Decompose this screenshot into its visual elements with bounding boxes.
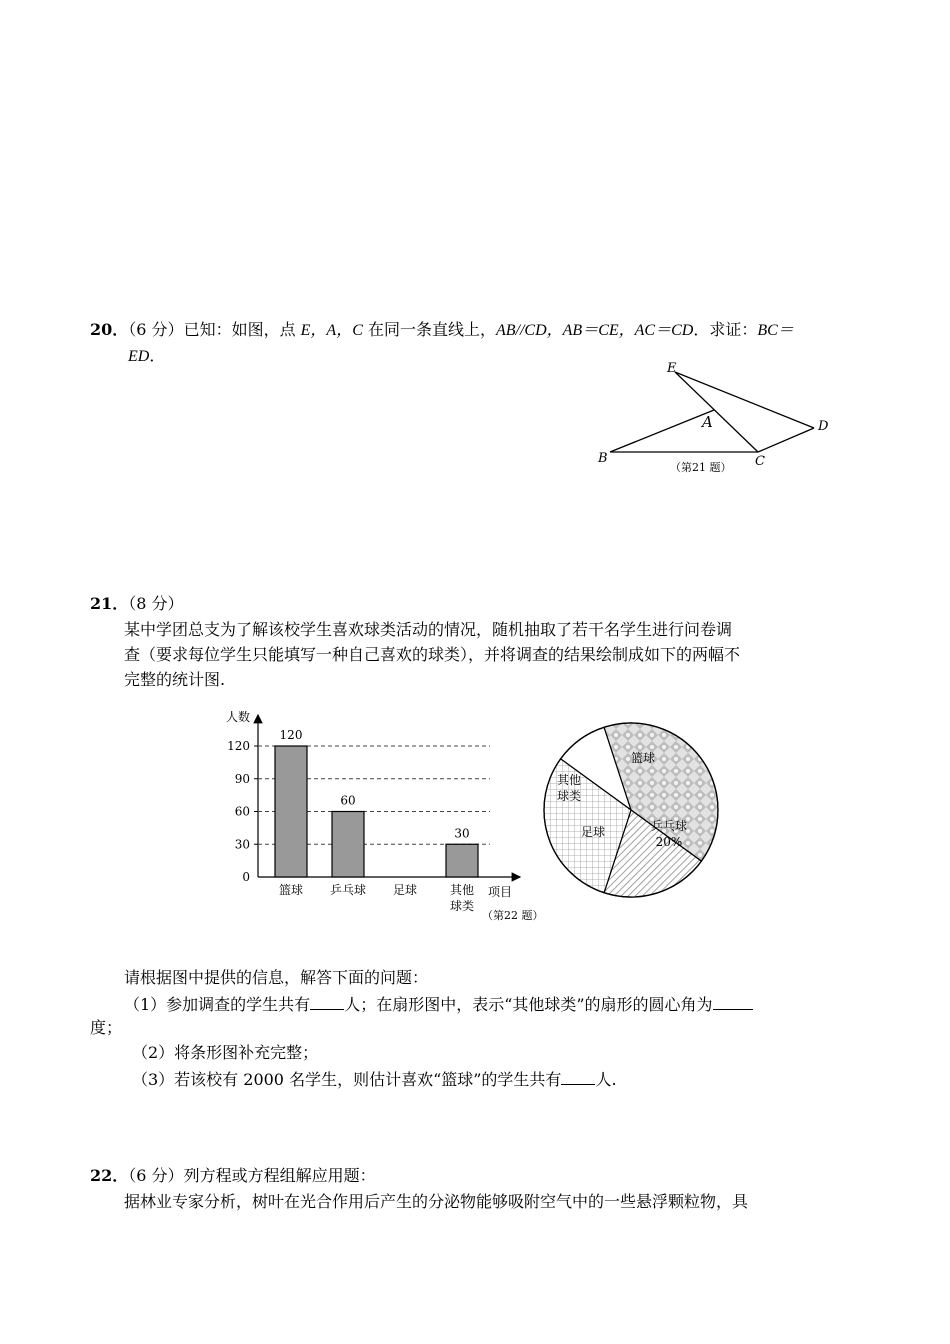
- bar-value-label: 30: [454, 826, 470, 841]
- segment-cD: [758, 428, 814, 452]
- q21-sub1-text: 人；在扇形图中，表示“其他球类”的扇形的圆心角为: [344, 995, 713, 1014]
- pie-chart: [538, 717, 728, 902]
- x-axis-label: 项目: [488, 885, 513, 899]
- q20-text: 已知：如图，点: [183, 320, 301, 339]
- q21-sub3: [132, 1068, 617, 1090]
- q22-para1: 据林业专家分析，树叶在光合作用后产生的分泌物能够吸附空气中的一些悬浮颗粒物，具: [124, 1192, 749, 1211]
- x-tick-label: 其他: [449, 883, 475, 897]
- y-tick-label: 90: [234, 771, 250, 786]
- q21-intro: 请根据图中提供的信息，解答下面的问题：: [124, 968, 429, 987]
- q22-header: [90, 1166, 376, 1186]
- label-c: C: [755, 454, 765, 469]
- bar-value-label: 120: [279, 728, 303, 742]
- q20-number: 20．: [90, 320, 129, 339]
- q22-score: （6 分）: [128, 1166, 184, 1185]
- label-e: E: [667, 361, 677, 376]
- bar: [446, 844, 478, 877]
- q21-sub3-text: 人.: [595, 1070, 617, 1089]
- q20-line1: [90, 320, 794, 341]
- segment-bA: [610, 410, 714, 452]
- q21-score: （8 分）: [128, 594, 184, 613]
- bar-value-label: 60: [340, 793, 356, 808]
- pie-label: 篮球: [630, 751, 656, 765]
- segment-eC: [675, 372, 758, 452]
- q21-number: 21．: [90, 594, 129, 613]
- segment-eD: [675, 372, 814, 428]
- q22-number: 22．: [90, 1166, 129, 1185]
- q21-sub1-text: （1）参加调查的学生共有: [124, 995, 311, 1014]
- label-a: A: [702, 413, 713, 431]
- x-tick-label: 乒乓球: [329, 883, 367, 897]
- q21-sub3-text: （3）若该校有 2000 名学生，则估计喜欢“篮球”的学生共有: [132, 1070, 562, 1089]
- q20-score: （6 分）: [128, 320, 184, 339]
- figure-caption: （第21 题）: [670, 461, 732, 474]
- q20-text: ．求证：: [693, 320, 758, 339]
- q20-goal: BC＝: [757, 322, 794, 339]
- pie-label: 20%: [655, 835, 683, 849]
- q20-cond: AB＝CE，: [562, 322, 635, 339]
- q21-sub1-end: 度；: [90, 1018, 123, 1037]
- bar: [275, 746, 307, 877]
- q21-para3: 完整的统计图.: [124, 670, 226, 689]
- q21-para2: 查（要求每位学生只能填写一种自己喜欢的球类），并将调查的结果绘制成如下的两幅不: [124, 645, 741, 664]
- q20-period: ．: [149, 346, 166, 365]
- y-tick-label: 30: [234, 837, 250, 852]
- answer-blank-basketball[interactable]: [561, 1068, 595, 1085]
- answer-blank-angle[interactable]: [713, 993, 753, 1010]
- bar: [332, 812, 364, 878]
- q21-sub1: [124, 993, 753, 1015]
- x-tick-label: 足球: [392, 883, 418, 897]
- y-tick-label: 120: [227, 739, 250, 753]
- chart-caption: （第22 题）: [482, 909, 544, 922]
- q22-text: 列方程或方程组解应用题：: [183, 1166, 376, 1185]
- q20-cond: AC＝CD: [634, 322, 694, 339]
- q21-header: [90, 594, 184, 614]
- triangle-figure: [590, 355, 840, 480]
- q20-text: 在同一条直线上，: [362, 320, 496, 339]
- q21-para1: 某中学团总支为了解该校学生喜欢球类活动的情况，随机抽取了若干名学生进行问卷调: [124, 620, 733, 639]
- pie-label: 乒乓球: [650, 819, 688, 833]
- answer-blank-total[interactable]: [310, 993, 344, 1010]
- x-tick-label: 球类: [449, 899, 475, 913]
- q20-points: E，A，C: [300, 322, 363, 339]
- x-tick-label: 篮球: [278, 883, 304, 897]
- label-d: D: [818, 419, 829, 434]
- bar-chart: [220, 705, 560, 930]
- y-tick-label: 60: [234, 804, 250, 819]
- y-tick-label: 0: [242, 870, 250, 884]
- q20-goal: ED: [128, 348, 150, 365]
- q20-cond: AB//CD，: [495, 322, 563, 339]
- label-b: B: [598, 451, 608, 466]
- q21-sub2: （2）将条形图补充完整；: [132, 1043, 319, 1062]
- pie-label: 其他: [556, 773, 582, 787]
- pie-label: 足球: [580, 825, 606, 839]
- q20-line2: [128, 346, 165, 367]
- pie-label: 球类: [556, 789, 582, 803]
- y-axis-label: 人数: [226, 710, 251, 724]
